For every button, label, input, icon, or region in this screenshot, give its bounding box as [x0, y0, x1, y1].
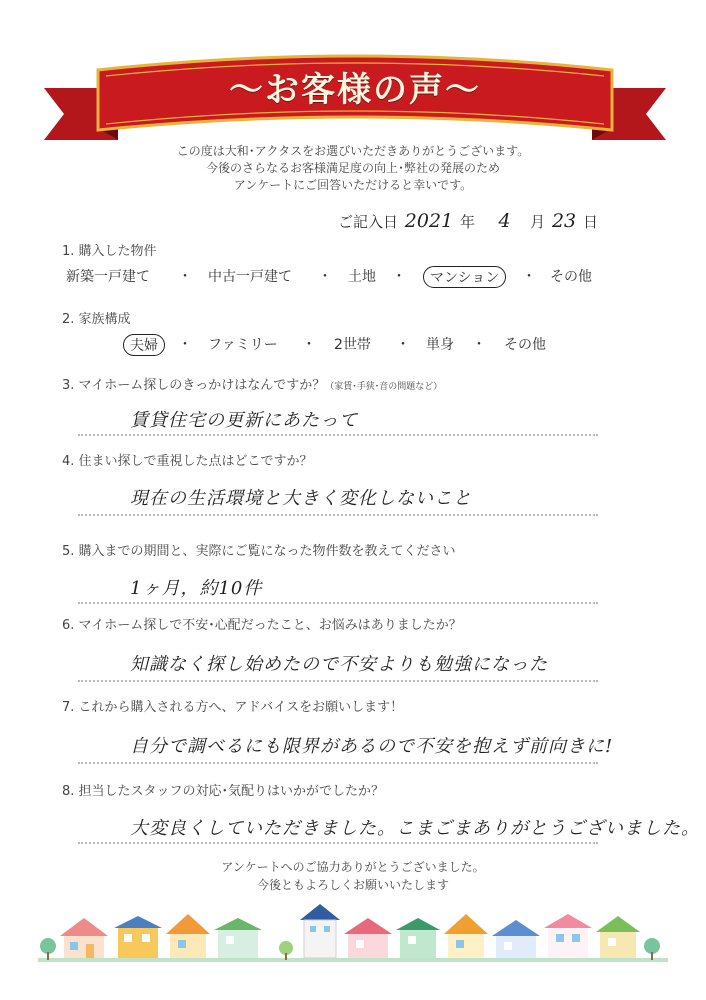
answer-line — [78, 762, 598, 764]
date-month-value: 4 — [498, 210, 511, 232]
entry-date — [338, 210, 600, 232]
q2-separator: ・ — [178, 337, 192, 353]
closing-text — [0, 858, 706, 894]
q1-separator: ・ — [392, 269, 406, 285]
q8-answer: 大変良くしていただきました。こまごまありがとうございました。 — [130, 818, 700, 839]
q1-option-used-house: 中古一戸建て — [208, 269, 292, 285]
banner-title: ～お客様の声～ — [229, 70, 481, 110]
answer-line — [78, 514, 598, 516]
intro-line-3: アンケートにご回答いただけると幸いです。 — [233, 178, 473, 192]
date-label: ご記入日 — [338, 213, 399, 231]
q2-option-family: ファミリー — [208, 337, 278, 353]
q1-option-condo-selected: マンション — [423, 266, 506, 288]
title-ribbon — [40, 48, 670, 148]
q4-label: 4. 住まい探しで重視した点はどこですか？ — [62, 454, 313, 469]
q5-label: 5. 購入までの期間と、実際にご覧になった物件数を教えてください — [62, 544, 456, 559]
q2-separator: ・ — [302, 337, 316, 353]
intro-line-1: この度は大和･アクタスをお選びいただきありがとうございます。 — [176, 144, 530, 158]
q4-answer: 現在の生活環境と大きく変化しないこと — [130, 488, 472, 509]
q7-answer: 自分で調べるにも限界があるので不安を抱えず前向きに! — [130, 736, 614, 757]
answer-line — [78, 680, 598, 682]
q1-label: 1. 購入した物件 — [62, 244, 157, 259]
answer-line — [78, 602, 598, 604]
q8-label: 8. 担当したスタッフの対応･気配りはいかがでしたか？ — [62, 784, 385, 799]
date-day-value: 23 — [551, 210, 577, 232]
closing-line-2: 今後ともよろしくお願いいたします — [256, 878, 449, 892]
q1-separator: ・ — [178, 269, 192, 285]
q2-label: 2. 家族構成 — [62, 312, 131, 327]
q5-answer: 1ヶ月，約10件 — [130, 578, 263, 599]
date-year-value: 2021 — [404, 210, 454, 232]
date-year-unit: 年 — [459, 213, 475, 231]
answer-line — [78, 434, 598, 436]
q2-option-couple-selected: 夫婦 — [123, 334, 165, 356]
date-month-unit: 月 — [530, 213, 546, 231]
q1-separator: ・ — [522, 269, 536, 285]
closing-line-1: アンケートへのご協力ありがとうございました。 — [221, 860, 485, 874]
q1-separator: ・ — [318, 269, 332, 285]
q3-note: （家賃･手狭･音の問題など） — [325, 382, 443, 392]
q3-answer: 賃貸住宅の更新にあたって — [130, 410, 358, 431]
intro-text — [0, 143, 706, 194]
q1-option-other: その他 — [550, 269, 592, 285]
answer-line — [78, 842, 598, 844]
q2-options — [130, 334, 610, 356]
q1-option-land: 土地 — [348, 269, 376, 285]
q6-answer: 知識なく探し始めたので不安よりも勉強になった — [130, 654, 548, 675]
q3-label — [62, 374, 442, 393]
q1-option-new-house: 新築一戸建て — [66, 269, 150, 285]
intro-line-2: 今後のさらなるお客様満足度の向上･弊社の発展のため — [205, 161, 500, 175]
date-day-unit: 日 — [582, 213, 598, 231]
houses-illustration — [38, 900, 668, 970]
q1-options — [66, 266, 626, 288]
q6-label: 6. マイホーム探しで不安･心配だったこと、お悩みはありましたか？ — [62, 618, 462, 633]
q2-separator: ・ — [472, 337, 486, 353]
q7-label: 7. これから購入される方へ、アドバイスをお願いします！ — [62, 700, 404, 715]
q2-option-single: 単身 — [426, 337, 454, 353]
q2-option-two-generation: 2世帯 — [334, 337, 371, 353]
town-graphic — [38, 900, 668, 970]
q3-question: 3. マイホーム探しのきっかけはなんですか？ — [62, 378, 326, 393]
q2-separator: ・ — [396, 337, 410, 353]
q2-option-other: その他 — [504, 337, 546, 353]
